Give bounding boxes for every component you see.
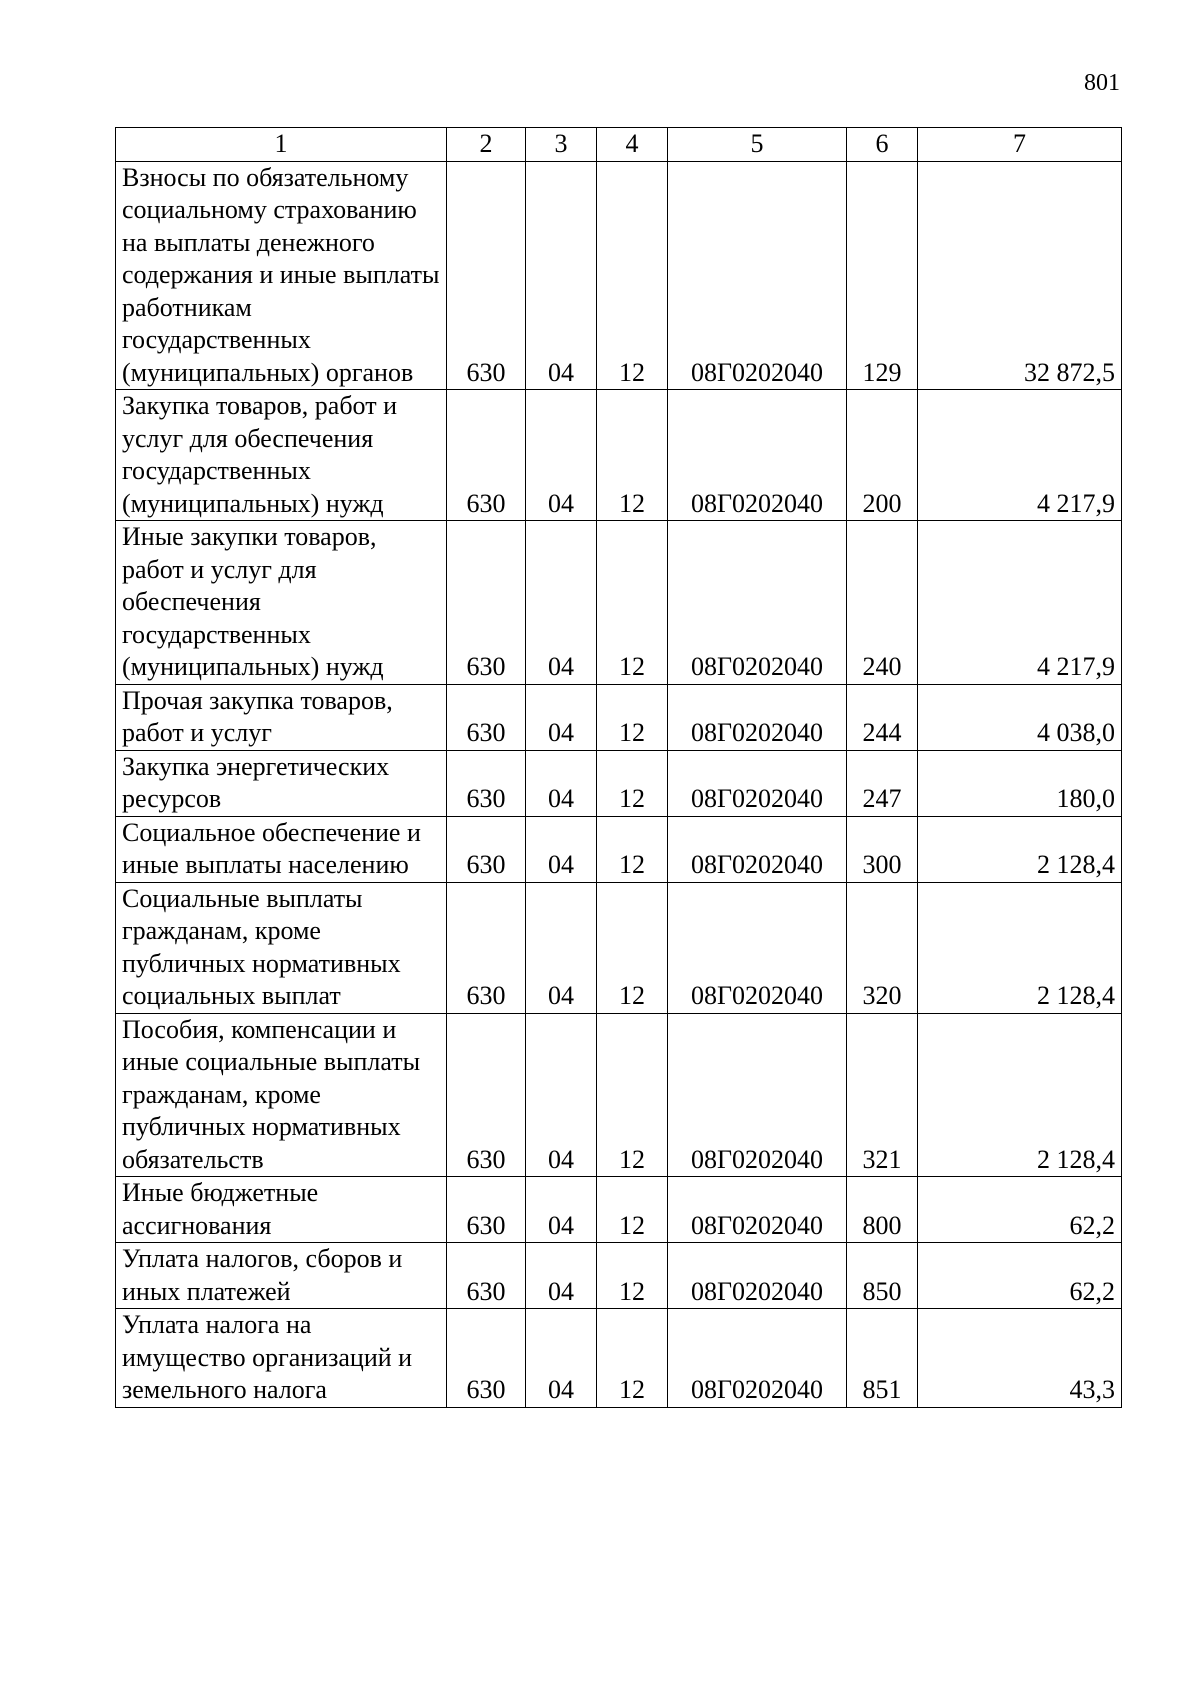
expense-type-cell: 200 bbox=[847, 390, 918, 521]
column-header: 2 bbox=[447, 128, 526, 162]
ministry-code-cell: 630 bbox=[447, 1309, 526, 1408]
target-article-cell: 08Г0202040 bbox=[668, 390, 847, 521]
subsection-cell: 12 bbox=[597, 1013, 668, 1177]
row-name-cell: Иные бюджетные ассигнования bbox=[116, 1177, 447, 1243]
expense-type-cell: 320 bbox=[847, 882, 918, 1013]
ministry-code-cell: 630 bbox=[447, 1177, 526, 1243]
amount-cell: 4 038,0 bbox=[918, 684, 1122, 750]
section-cell: 04 bbox=[526, 816, 597, 882]
subsection-cell: 12 bbox=[597, 816, 668, 882]
subsection-cell: 12 bbox=[597, 882, 668, 1013]
amount-cell: 2 128,4 bbox=[918, 882, 1122, 1013]
target-article-cell: 08Г0202040 bbox=[668, 684, 847, 750]
row-name-cell: Уплата налогов, сборов и иных платежей bbox=[116, 1243, 447, 1309]
row-name-cell: Взносы по обязательному социальному страхованию на выплаты денежного содержания и иные выплаты работникам государственных (муниципальных) органов bbox=[116, 161, 447, 390]
table-row bbox=[116, 161, 1122, 390]
section-cell: 04 bbox=[526, 390, 597, 521]
section-cell: 04 bbox=[526, 750, 597, 816]
page-number: 801 bbox=[1084, 70, 1120, 96]
subsection-cell: 12 bbox=[597, 1177, 668, 1243]
row-name-cell: Социальное обеспечение и иные выплаты населению bbox=[116, 816, 447, 882]
amount-cell: 32 872,5 bbox=[918, 161, 1122, 390]
table-row bbox=[116, 750, 1122, 816]
table-header bbox=[116, 128, 1122, 162]
amount-cell: 180,0 bbox=[918, 750, 1122, 816]
expense-type-cell: 129 bbox=[847, 161, 918, 390]
target-article-cell: 08Г0202040 bbox=[668, 521, 847, 685]
table-row bbox=[116, 882, 1122, 1013]
section-cell: 04 bbox=[526, 1013, 597, 1177]
target-article-cell: 08Г0202040 bbox=[668, 816, 847, 882]
section-cell: 04 bbox=[526, 684, 597, 750]
ministry-code-cell: 630 bbox=[447, 1243, 526, 1309]
column-header: 4 bbox=[597, 128, 668, 162]
table-row bbox=[116, 816, 1122, 882]
section-cell: 04 bbox=[526, 1309, 597, 1408]
target-article-cell: 08Г0202040 bbox=[668, 161, 847, 390]
budget-table bbox=[115, 127, 1122, 1408]
amount-cell: 43,3 bbox=[918, 1309, 1122, 1408]
column-header: 3 bbox=[526, 128, 597, 162]
subsection-cell: 12 bbox=[597, 1309, 668, 1408]
ministry-code-cell: 630 bbox=[447, 816, 526, 882]
table-row bbox=[116, 1243, 1122, 1309]
expense-type-cell: 850 bbox=[847, 1243, 918, 1309]
column-header: 1 bbox=[116, 128, 447, 162]
amount-cell: 62,2 bbox=[918, 1177, 1122, 1243]
ministry-code-cell: 630 bbox=[447, 684, 526, 750]
expense-type-cell: 300 bbox=[847, 816, 918, 882]
table-row bbox=[116, 521, 1122, 685]
row-name-cell: Уплата налога на имущество организаций и земельного налога bbox=[116, 1309, 447, 1408]
target-article-cell: 08Г0202040 bbox=[668, 1013, 847, 1177]
subsection-cell: 12 bbox=[597, 521, 668, 685]
ministry-code-cell: 630 bbox=[447, 521, 526, 685]
row-name-cell: Иные закупки товаров, работ и услуг для обеспечения государственных (муниципальных) нужд bbox=[116, 521, 447, 685]
ministry-code-cell: 630 bbox=[447, 1013, 526, 1177]
header-row bbox=[116, 128, 1122, 162]
column-header: 5 bbox=[668, 128, 847, 162]
subsection-cell: 12 bbox=[597, 750, 668, 816]
target-article-cell: 08Г0202040 bbox=[668, 882, 847, 1013]
section-cell: 04 bbox=[526, 882, 597, 1013]
expense-type-cell: 851 bbox=[847, 1309, 918, 1408]
row-name-cell: Закупка энергетических ресурсов bbox=[116, 750, 447, 816]
target-article-cell: 08Г0202040 bbox=[668, 1177, 847, 1243]
subsection-cell: 12 bbox=[597, 684, 668, 750]
row-name-cell: Прочая закупка товаров, работ и услуг bbox=[116, 684, 447, 750]
column-header: 6 bbox=[847, 128, 918, 162]
amount-cell: 2 128,4 bbox=[918, 816, 1122, 882]
amount-cell: 2 128,4 bbox=[918, 1013, 1122, 1177]
subsection-cell: 12 bbox=[597, 161, 668, 390]
row-name-cell: Закупка товаров, работ и услуг для обеспечения государственных (муниципальных) нужд bbox=[116, 390, 447, 521]
section-cell: 04 bbox=[526, 1243, 597, 1309]
expense-type-cell: 247 bbox=[847, 750, 918, 816]
amount-cell: 62,2 bbox=[918, 1243, 1122, 1309]
subsection-cell: 12 bbox=[597, 1243, 668, 1309]
amount-cell: 4 217,9 bbox=[918, 521, 1122, 685]
ministry-code-cell: 630 bbox=[447, 161, 526, 390]
table-row bbox=[116, 1013, 1122, 1177]
expense-type-cell: 321 bbox=[847, 1013, 918, 1177]
target-article-cell: 08Г0202040 bbox=[668, 1309, 847, 1408]
expense-type-cell: 244 bbox=[847, 684, 918, 750]
table-row bbox=[116, 1177, 1122, 1243]
target-article-cell: 08Г0202040 bbox=[668, 1243, 847, 1309]
ministry-code-cell: 630 bbox=[447, 882, 526, 1013]
subsection-cell: 12 bbox=[597, 390, 668, 521]
section-cell: 04 bbox=[526, 521, 597, 685]
target-article-cell: 08Г0202040 bbox=[668, 750, 847, 816]
expense-type-cell: 240 bbox=[847, 521, 918, 685]
ministry-code-cell: 630 bbox=[447, 750, 526, 816]
table-row bbox=[116, 1309, 1122, 1408]
column-header: 7 bbox=[918, 128, 1122, 162]
table-row bbox=[116, 684, 1122, 750]
section-cell: 04 bbox=[526, 161, 597, 390]
ministry-code-cell: 630 bbox=[447, 390, 526, 521]
table-row bbox=[116, 390, 1122, 521]
row-name-cell: Социальные выплаты гражданам, кроме публичных нормативных социальных выплат bbox=[116, 882, 447, 1013]
amount-cell: 4 217,9 bbox=[918, 390, 1122, 521]
row-name-cell: Пособия, компенсации и иные социальные выплаты гражданам, кроме публичных нормативных обязательств bbox=[116, 1013, 447, 1177]
table-body bbox=[116, 161, 1122, 1407]
section-cell: 04 bbox=[526, 1177, 597, 1243]
expense-type-cell: 800 bbox=[847, 1177, 918, 1243]
